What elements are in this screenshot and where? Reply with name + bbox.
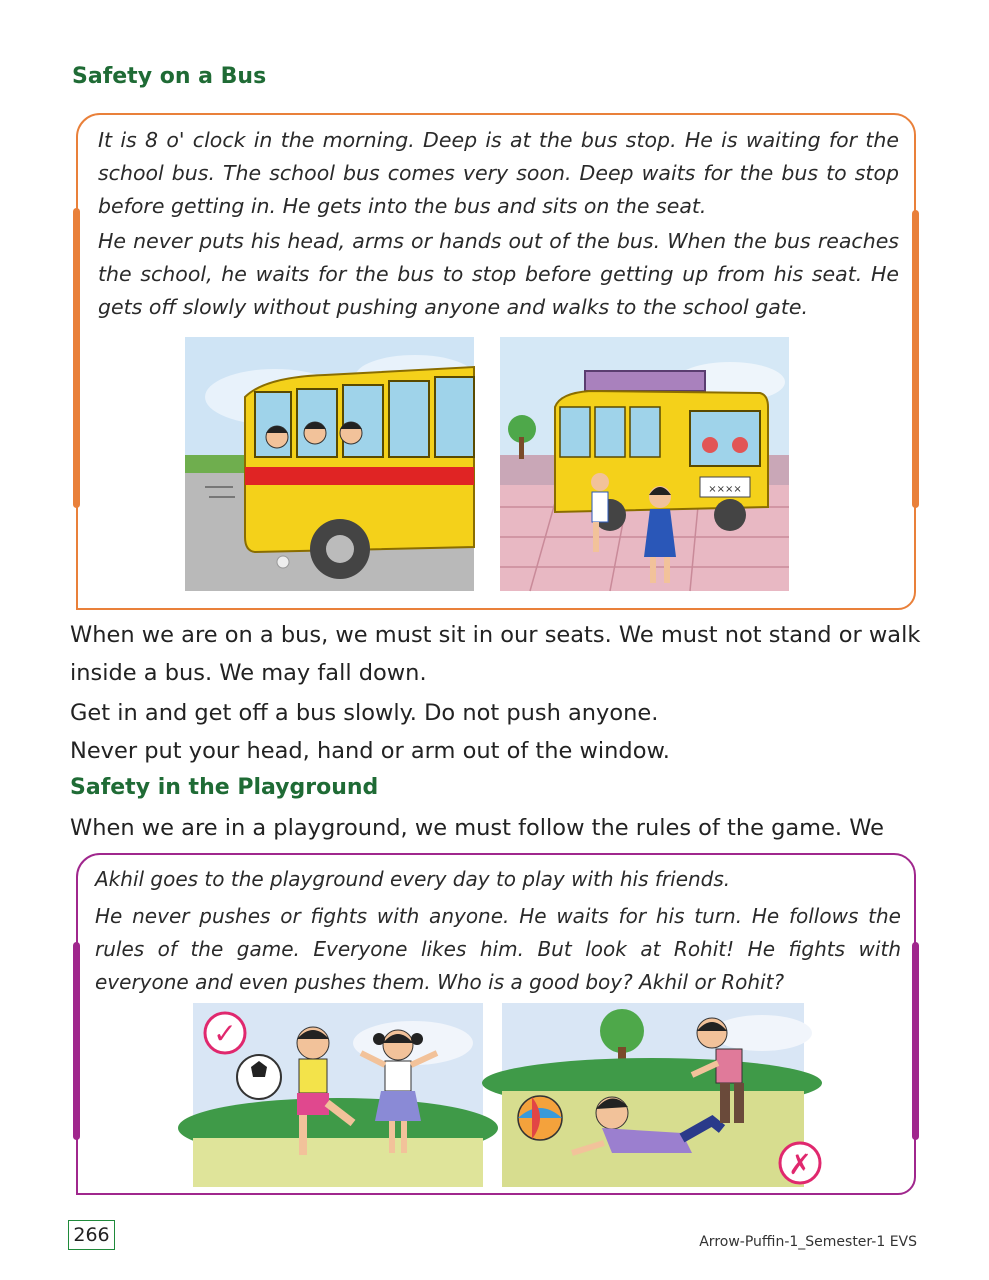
story-text-bus bbox=[98, 124, 899, 324]
body-text: Never put your head, hand or arm out of the window. bbox=[70, 738, 670, 764]
box-tab-left bbox=[73, 208, 80, 508]
page-number: 266 bbox=[68, 1220, 115, 1250]
section-heading-bus-safety: Safety on a Bus bbox=[72, 64, 267, 89]
section-heading-playground-safety: Safety in the Playground bbox=[70, 775, 379, 800]
story-paragraph: It is 8 o' clock in the morning. Deep is at the bus stop. He is waiting for the school bus. The school bus comes very soon. Deep waits for the bus to stop before getting in. He gets into the bus and sits on the seat. bbox=[98, 128, 899, 218]
body-text: Get in and get off a bus slowly. Do not push anyone. bbox=[70, 700, 659, 726]
illustration-boy-pushing-friend bbox=[502, 1003, 812, 1187]
cross-mark-icon: ✗ bbox=[788, 1148, 812, 1181]
illustration-children-in-bus bbox=[185, 337, 474, 591]
illustration-children-playing-fairly bbox=[193, 1003, 483, 1187]
story-paragraph: He never puts his head, arms or hands out of the bus. When the bus reaches the school, he waits for the bus to stop before getting up from his seat. He gets off slowly without pushing anyone and walks to the school gate. bbox=[98, 229, 899, 319]
body-text: inside a bus. We may fall down. bbox=[70, 660, 427, 686]
body-text: When we are in a playground, we must follow the rules of the game. We bbox=[70, 815, 885, 841]
book-title-footer: Arrow-Puffin-1_Semester-1 EVS bbox=[699, 1234, 917, 1250]
story-text-playground bbox=[95, 863, 901, 999]
bus-destination-sign: ×××× bbox=[708, 484, 742, 495]
box-tab-right bbox=[912, 942, 919, 1140]
box-tab-left bbox=[73, 942, 80, 1140]
tick-mark-icon: ✓ bbox=[213, 1017, 237, 1050]
box-tab-right bbox=[912, 210, 919, 508]
illustration-children-leaving-bus bbox=[500, 337, 789, 591]
story-paragraph: He never pushes or fights with anyone. He waits for his turn. He follows the rules of the game. Everyone likes him. But look at Rohit! He fights with everyone and even pushes them. Who is a good boy? Akhil or Rohit? bbox=[95, 904, 901, 994]
body-text: When we are on a bus, we must sit in our seats. We must not stand or walk bbox=[70, 622, 921, 648]
story-paragraph: Akhil goes to the playground every day to play with his friends. bbox=[95, 867, 731, 891]
